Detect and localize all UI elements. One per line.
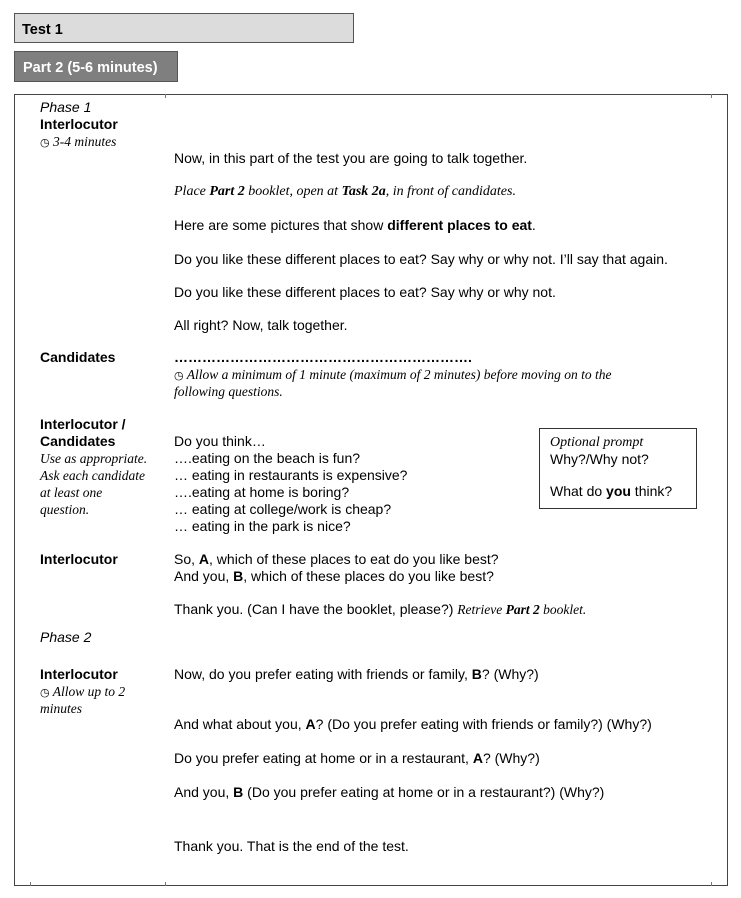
dotted-line: ……………………………………………………….: [174, 349, 472, 365]
column-tick: [165, 94, 166, 98]
clock-icon: ◷: [40, 686, 50, 699]
use-note: at least one: [40, 485, 103, 500]
allow-note-cont: following questions.: [174, 384, 283, 399]
timing-note-cont: minutes: [40, 701, 82, 716]
question-line: ….eating on the beach is fun?: [174, 450, 361, 466]
phase-1-title: Phase 1: [40, 99, 92, 115]
script-line: And what about you, A? (Do you prefer eating with friends or family?) (Why?): [174, 716, 652, 732]
interlocutor-label: Interlocutor: [40, 666, 118, 682]
column-tick: [711, 94, 712, 98]
script-line: Now, do you prefer eating with friends or family, B? (Why?): [174, 666, 539, 682]
timing-note: ◷ 3-4 minutes: [40, 134, 117, 149]
interlocutor-candidates-label: Interlocutor /: [40, 416, 126, 432]
use-note: Ask each candidate: [40, 468, 145, 483]
script-line: Here are some pictures that show different places to eat.: [174, 217, 536, 233]
interlocutor-label: Interlocutor: [40, 551, 118, 567]
question-line: … eating in the park is nice?: [174, 518, 351, 534]
test-header: [14, 13, 354, 43]
column-tick: [711, 882, 712, 886]
question-line: Do you think…: [174, 433, 266, 449]
column-tick: [30, 882, 31, 886]
thanks-line: Thank you. (Can I have the booklet, please?) Retrieve Part 2 booklet.: [174, 601, 587, 617]
candidates-label: Candidates: [40, 349, 116, 365]
optional-prompt-box: [539, 428, 697, 509]
part-header: [14, 51, 178, 82]
script-line: Do you like these different places to eat? Say why or why not.: [174, 284, 556, 300]
allow-note: ◷ Allow a minimum of 1 minute (maximum of 2 minutes) before moving on to the: [174, 367, 612, 382]
script-line: Do you like these different places to eat? Say why or why not. I’ll say that again.: [174, 251, 668, 267]
script-line: So, A, which of these places to eat do you like best?: [174, 551, 499, 567]
use-note: question.: [40, 502, 90, 517]
optional-prompt-title: Optional prompt: [550, 435, 644, 450]
question-line: ….eating at home is boring?: [174, 484, 350, 500]
question-line: … eating at college/work is cheap?: [174, 501, 392, 517]
instruction-line: Place Part 2 booklet, open at Task 2a, in front of candidates.: [174, 184, 516, 199]
phase-2-title: Phase 2: [40, 629, 92, 645]
timing-note: ◷ Allow up to 2: [40, 684, 126, 699]
script-line: And you, B (Do you prefer eating at home or in a restaurant?) (Why?): [174, 784, 605, 800]
script-line: Now, in this part of the test you are going to talk together.: [174, 150, 528, 166]
use-note: Use as appropriate.: [40, 451, 148, 466]
column-tick: [165, 882, 166, 886]
end-line: Thank you. That is the end of the test.: [174, 838, 409, 854]
script-line: And you, B, which of these places do you like best?: [174, 568, 494, 584]
question-line: … eating in restaurants is expensive?: [174, 467, 408, 483]
clock-icon: ◷: [174, 369, 184, 382]
optional-prompt-line: Why?/Why not?: [550, 451, 649, 467]
clock-icon: ◷: [40, 136, 50, 149]
test-title: Test 1: [22, 22, 63, 38]
interlocutor-label: Interlocutor: [40, 116, 118, 132]
script-line: Do you prefer eating at home or in a restaurant, A? (Why?): [174, 750, 540, 766]
interlocutor-candidates-label: Candidates: [40, 433, 116, 449]
script-line: All right? Now, talk together.: [174, 317, 348, 333]
optional-prompt-line: What do you think?: [550, 483, 673, 499]
part-title: Part 2 (5-6 minutes): [23, 60, 158, 76]
